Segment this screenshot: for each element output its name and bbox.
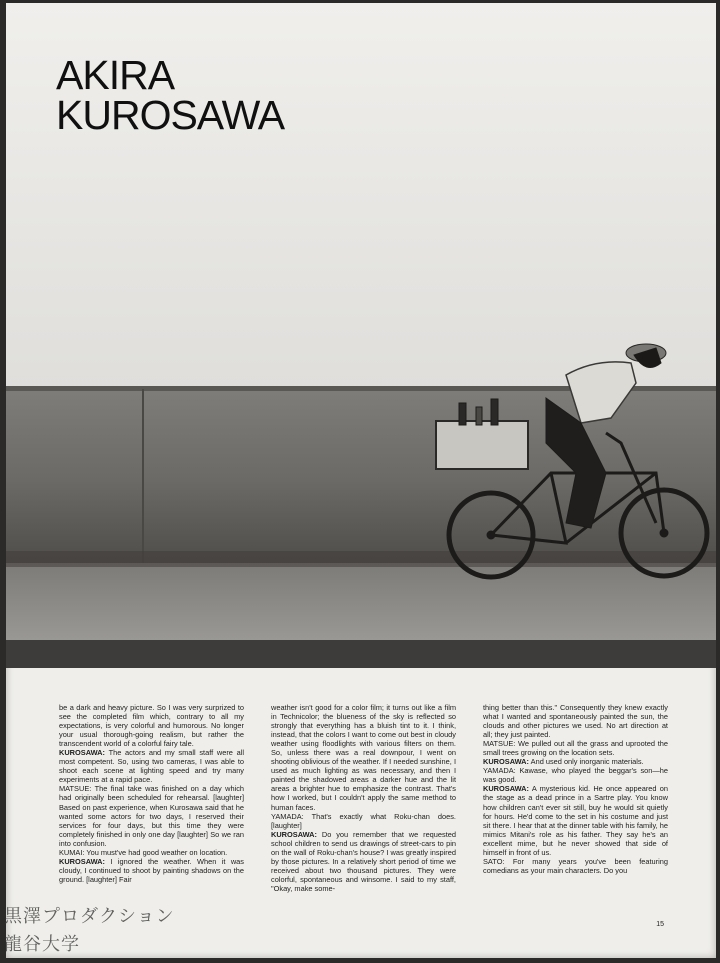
paragraph [271,703,456,812]
paragraph-text: The actors and my small staff were all most competent. So, using two cameras, I was able to shoot each scene at lighting speed and try many experiments at a rapid pace. [59,748,244,785]
speaker-name: KUROSAWA: [59,856,105,866]
paragraph [59,857,244,884]
title-line-first-name: AKIRA [56,52,175,98]
paragraph-text: YAMADA: Kawase, who played the beggar's son—he was good. [483,766,668,785]
paragraph [271,830,456,893]
paragraph [483,757,668,766]
paragraph [483,857,668,875]
paragraph [59,784,244,847]
paragraph-text: YAMADA: That's exactly what Roku-chan does. [laughter] [271,811,456,830]
paragraph [483,784,668,856]
paragraph-text: A mysterious kid. He once appeared on the stage as a dead prince in a Sartre play. You know how children can't ever sit still, buy he would sit quietly for hours. He'd come to the set in his costume and just sit there. I hear that at the dinner table with his family, he mimics Mitani's role as his father. They say he's an excellent mime, but he never showed that side of himself in front of us. [483,784,668,857]
text-column-3 [483,703,668,935]
paragraph [271,812,456,830]
paragraph [59,703,244,748]
text-column-1 [59,703,244,935]
paragraph-text: And used only inorganic materials. [530,757,644,767]
text-column-2 [271,703,456,935]
paragraph-text: weather isn't good for a color film; it turns out like a film in Technicolor; the blueness of the sky is reflected so strongly that everything has a bluish tint to it. I think, instead, that the colors I want to come out best in cloudy weather using floodlights with various filters on them. So, unless there was a real downpour, I went on shooting oblivious of the weather. If I needed sunshine, I used as much lighting as was necessary, and then I painted the shadowed areas a darker hue and the lit areas a brighter hue to emphasize the contrast. That's how I worked, but I couldn't apply the same method to human faces. [271,703,456,812]
paragraph [483,703,668,739]
watermark-line-1: 黒澤プロダクション [4,906,175,927]
paragraph [483,766,668,784]
paragraph-text: MATSUE: The final take was finished on a day which had originally been scheduled for rehearsal. [laughter] Based on past experience, when Kurosawa said that he wanted some actors for two days, I reserved their services for four days, but this time they were completely finished in only one day [laughter] So we ran into confusion. [59,784,244,848]
magazine-page [6,3,716,958]
article-body [59,703,699,933]
title-line-last-name: KUROSAWA [56,92,285,138]
paragraph-text: be a dark and heavy picture. So I was very surprized to see the completed film which, contrary to all my expectations, is very colorful and humorous. No longer your usual thorough-going realism, but rather the transcendent world of a colorful fairy tale. [59,703,244,749]
paragraph [59,848,244,857]
page-number: 15 [656,921,664,928]
watermark-stamp [4,903,175,959]
paragraph-text: KUMAI: You must've had good weather on location. [59,847,228,857]
speaker-name: KUROSAWA: [483,757,529,767]
speaker-name: KUROSAWA: [59,748,105,758]
paragraph-text: SATO: For many years you've been featuring comedians as your main characters. Do you [483,856,668,875]
paragraph [483,739,668,757]
speaker-name: KUROSAWA: [271,829,317,839]
speaker-name: KUROSAWA: [483,784,529,794]
watermark-line-2: 龍谷大学 [4,934,80,955]
paragraph [59,748,244,784]
paragraph-text: thing better than this." Consequently they knew exactly what I wanted and spontaneously painted the sun, the clouds and other pictures we used. No art direction at all; they just painted. [483,703,668,740]
paragraph-text: I ignored the weather. When it was cloudy, I continued to shoot by painting shadows on the ground. [laughter] Fair [59,856,244,884]
paragraph-text: Do you remember that we requested school children to send us drawings of street-cars to pin on the wall of Roku-chan's house? I was greatly inspired by those pictures. In a relatively short period of time we received about two thousand pictures. They were colorful, spontaneous and winsome. I said to my staff, "Okay, make some- [271,829,456,893]
article-title [56,52,285,138]
paragraph-text: MATSUE: We pulled out all the grass and uprooted the small trees growing on the location sets. [483,739,668,758]
